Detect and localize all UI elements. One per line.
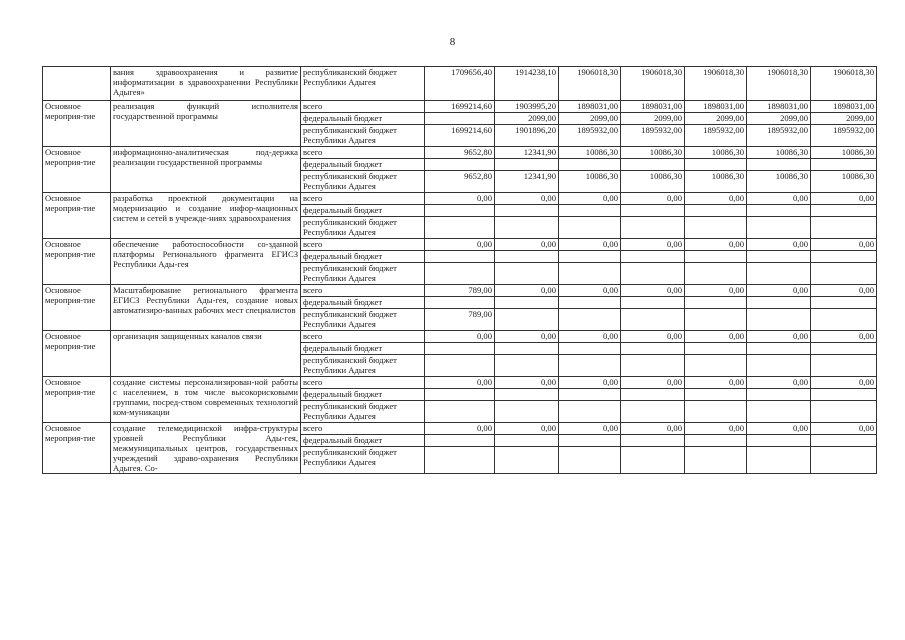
amount-cell [495,447,559,474]
amount-cell: 1898031,00 [559,101,621,113]
amount-cell: 0,00 [425,423,495,435]
amount-cell [495,159,559,171]
amount-cell: 0,00 [685,377,747,389]
measure-type: Основное мероприя-тие [43,147,111,193]
amount-cell [747,263,811,285]
measure-description: информационно-аналитическая под-держка реализации государственной программы [111,147,301,193]
amount-cell [495,401,559,423]
amount-cell: 1898031,00 [747,101,811,113]
amount-cell [425,355,495,377]
page-number: 8 [449,36,456,48]
amount-cell: 10086,30 [747,171,811,193]
amount-cell: 0,00 [559,285,621,297]
funding-source: всего [301,285,425,297]
amount-cell [425,205,495,217]
measure-type: Основное мероприя-тие [43,331,111,377]
amount-cell [747,343,811,355]
table-row [43,331,877,343]
amount-cell: 0,00 [685,331,747,343]
amount-cell [685,159,747,171]
amount-cell: 9652,80 [425,171,495,193]
amount-cell [685,355,747,377]
amount-cell [811,217,877,239]
measure-type [43,67,111,101]
amount-cell: 0,00 [685,239,747,251]
amount-cell: 0,00 [495,377,559,389]
amount-cell: 1898031,00 [621,101,685,113]
amount-cell: 0,00 [747,377,811,389]
amount-cell [747,251,811,263]
amount-cell: 0,00 [495,423,559,435]
amount-cell [747,401,811,423]
amount-cell [685,447,747,474]
funding-source: всего [301,193,425,205]
amount-cell: 0,00 [621,193,685,205]
funding-source: федеральный бюджет [301,297,425,309]
amount-cell: 12341,90 [495,147,559,159]
amount-cell: 0,00 [495,239,559,251]
amount-cell [495,217,559,239]
amount-cell: 0,00 [621,423,685,435]
amount-cell [811,205,877,217]
amount-cell [811,447,877,474]
funding-source: федеральный бюджет [301,113,425,125]
amount-cell [559,389,621,401]
amount-cell [621,343,685,355]
amount-cell [811,355,877,377]
amount-cell [811,159,877,171]
amount-cell: 0,00 [621,377,685,389]
amount-cell [559,309,621,331]
amount-cell [811,435,877,447]
amount-cell [425,447,495,474]
amount-cell [425,401,495,423]
amount-cell: 0,00 [559,331,621,343]
amount-cell [811,401,877,423]
amount-cell: 10086,30 [621,147,685,159]
amount-cell [685,309,747,331]
budget-table [42,66,877,474]
amount-cell [811,251,877,263]
amount-cell [747,389,811,401]
funding-source: федеральный бюджет [301,159,425,171]
amount-cell: 1699214,60 [425,125,495,147]
amount-cell: 789,00 [425,285,495,297]
amount-cell [621,205,685,217]
amount-cell: 1906018,30 [559,67,621,101]
amount-cell [495,205,559,217]
amount-cell [685,389,747,401]
amount-cell [747,217,811,239]
amount-cell: 789,00 [425,309,495,331]
funding-source: всего [301,377,425,389]
amount-cell [495,263,559,285]
amount-cell [425,263,495,285]
funding-source: республиканский бюджет Республики Адыгея [301,447,425,474]
measure-description: Масштабирование регионального фрагмента ЕГИСЗ Республики Ады-гея, создание новых автоматизиро-ванных рабочих мест специалистов [111,285,301,331]
amount-cell [621,297,685,309]
amount-cell [621,263,685,285]
amount-cell: 0,00 [747,331,811,343]
amount-cell: 1906018,30 [747,67,811,101]
table-row [43,377,877,389]
amount-cell [747,159,811,171]
amount-cell: 0,00 [621,239,685,251]
amount-cell: 1898031,00 [811,101,877,113]
funding-source: всего [301,101,425,113]
amount-cell [495,435,559,447]
funding-source: республиканский бюджет Республики Адыгея [301,171,425,193]
amount-cell [559,251,621,263]
amount-cell [559,355,621,377]
amount-cell: 2099,00 [495,113,559,125]
amount-cell [425,159,495,171]
table-row [43,147,877,159]
measure-description: создание системы персонализирован-ной работы с населением, в том числе высокорисковыми группами, посред-ством современных технологий ком-муникации [111,377,301,423]
amount-cell: 0,00 [811,193,877,205]
funding-source: всего [301,239,425,251]
amount-cell: 0,00 [559,377,621,389]
table-row [43,285,877,297]
amount-cell: 1901896,20 [495,125,559,147]
funding-source: всего [301,423,425,435]
amount-cell [685,297,747,309]
amount-cell [559,435,621,447]
amount-cell [559,263,621,285]
amount-cell: 0,00 [495,331,559,343]
amount-cell [559,217,621,239]
amount-cell [621,447,685,474]
amount-cell [685,205,747,217]
amount-cell: 10086,30 [747,147,811,159]
amount-cell [747,205,811,217]
amount-cell [685,435,747,447]
amount-cell: 0,00 [425,239,495,251]
amount-cell [425,113,495,125]
amount-cell: 0,00 [559,423,621,435]
amount-cell: 10086,30 [559,147,621,159]
amount-cell [425,435,495,447]
amount-cell: 0,00 [811,285,877,297]
measure-description: обеспечение работоспособности со-зданной платформы Регионального фрагмента ЕГИСЗ Республики Ады-гея [111,239,301,285]
amount-cell [811,297,877,309]
amount-cell [685,343,747,355]
measure-type: Основное мероприя-тие [43,239,111,285]
amount-cell [495,355,559,377]
amount-cell [811,389,877,401]
table-row [43,239,877,251]
amount-cell: 0,00 [747,423,811,435]
measure-description: создание телемедицинской инфра-структуры уровней Республики Ады-гея, межмуниципальных центров, государственных учреждений здраво-охранения Республики Адыгея. Со- [111,423,301,474]
amount-cell: 1906018,30 [685,67,747,101]
funding-source: республиканский бюджет Республики Адыгея [301,217,425,239]
amount-cell: 10086,30 [685,171,747,193]
amount-cell [621,435,685,447]
amount-cell: 1906018,30 [621,67,685,101]
amount-cell: 1699214,60 [425,101,495,113]
amount-cell [495,297,559,309]
amount-cell: 10086,30 [811,171,877,193]
table-row [43,67,877,101]
funding-source: республиканский бюджет Республики Адыгея [301,401,425,423]
amount-cell [559,447,621,474]
amount-cell: 1895932,00 [559,125,621,147]
amount-cell: 0,00 [425,331,495,343]
amount-cell [495,343,559,355]
amount-cell: 2099,00 [747,113,811,125]
amount-cell: 10086,30 [559,171,621,193]
amount-cell: 2099,00 [811,113,877,125]
amount-cell: 0,00 [811,331,877,343]
amount-cell: 10086,30 [811,147,877,159]
funding-source: республиканский бюджет Республики Адыгея [301,263,425,285]
measure-description: разработка проектной документации на модернизацию и создание инфор-мационных систем и сетей в учрежде-ниях здравоохранения [111,193,301,239]
amount-cell: 1895932,00 [811,125,877,147]
funding-source: всего [301,147,425,159]
amount-cell [559,401,621,423]
amount-cell: 0,00 [425,193,495,205]
funding-source: федеральный бюджет [301,435,425,447]
funding-source: республиканский бюджет Республики Адыгея [301,67,425,101]
amount-cell [559,343,621,355]
amount-cell [685,251,747,263]
measure-type: Основное мероприя-тие [43,423,111,474]
amount-cell [425,297,495,309]
amount-cell: 1895932,00 [685,125,747,147]
amount-cell [621,217,685,239]
table-row [43,101,877,113]
amount-cell [685,217,747,239]
amount-cell: 2099,00 [559,113,621,125]
amount-cell: 1906018,30 [811,67,877,101]
amount-cell [495,251,559,263]
measure-type: Основное мероприя-тие [43,377,111,423]
funding-source: республиканский бюджет Республики Адыгея [301,125,425,147]
amount-cell [559,297,621,309]
amount-cell [495,309,559,331]
amount-cell [811,343,877,355]
measure-type: Основное мероприя-тие [43,101,111,147]
funding-source: федеральный бюджет [301,205,425,217]
amount-cell: 0,00 [811,377,877,389]
amount-cell [747,309,811,331]
funding-source: федеральный бюджет [301,343,425,355]
funding-source: всего [301,331,425,343]
amount-cell [685,401,747,423]
amount-cell [747,297,811,309]
amount-cell [425,343,495,355]
amount-cell [685,263,747,285]
amount-cell: 0,00 [425,377,495,389]
amount-cell: 1914238,10 [495,67,559,101]
amount-cell: 9652,80 [425,147,495,159]
amount-cell: 0,00 [811,423,877,435]
funding-source: республиканский бюджет Республики Адыгея [301,355,425,377]
amount-cell [621,309,685,331]
funding-source: федеральный бюджет [301,251,425,263]
amount-cell: 0,00 [495,285,559,297]
amount-cell [559,205,621,217]
amount-cell: 2099,00 [621,113,685,125]
amount-cell [425,217,495,239]
measure-description: вания здравоохранения и развитие информатизации в здравоохранении Республики Адыгея» [111,67,301,101]
amount-cell [495,389,559,401]
measure-description: организация защищенных каналов связи [111,331,301,377]
amount-cell: 1709656,40 [425,67,495,101]
amount-cell [747,447,811,474]
amount-cell: 0,00 [811,239,877,251]
measure-type: Основное мероприя-тие [43,285,111,331]
amount-cell: 0,00 [685,285,747,297]
amount-cell: 0,00 [685,423,747,435]
amount-cell: 0,00 [559,193,621,205]
amount-cell [621,251,685,263]
amount-cell [747,435,811,447]
amount-cell: 0,00 [621,285,685,297]
amount-cell [425,389,495,401]
amount-cell: 1898031,00 [685,101,747,113]
amount-cell: 0,00 [747,285,811,297]
amount-cell: 12341,90 [495,171,559,193]
amount-cell: 10086,30 [621,171,685,193]
amount-cell: 1895932,00 [621,125,685,147]
amount-cell [621,389,685,401]
funding-source: федеральный бюджет [301,389,425,401]
measure-type: Основное мероприя-тие [43,193,111,239]
amount-cell: 0,00 [621,331,685,343]
table-row [43,193,877,205]
amount-cell: 0,00 [747,193,811,205]
table-row [43,423,877,435]
amount-cell: 0,00 [495,193,559,205]
amount-cell: 0,00 [685,193,747,205]
funding-source: республиканский бюджет Республики Адыгея [301,309,425,331]
amount-cell [621,401,685,423]
amount-cell [621,355,685,377]
amount-cell [425,251,495,263]
measure-description: реализация функций исполнителя государственной программы [111,101,301,147]
amount-cell [621,159,685,171]
amount-cell [747,355,811,377]
amount-cell: 10086,30 [685,147,747,159]
amount-cell: 0,00 [747,239,811,251]
amount-cell: 1903995,20 [495,101,559,113]
amount-cell [559,159,621,171]
amount-cell: 2099,00 [685,113,747,125]
amount-cell [811,263,877,285]
amount-cell: 1895932,00 [747,125,811,147]
amount-cell: 0,00 [559,239,621,251]
amount-cell [811,309,877,331]
